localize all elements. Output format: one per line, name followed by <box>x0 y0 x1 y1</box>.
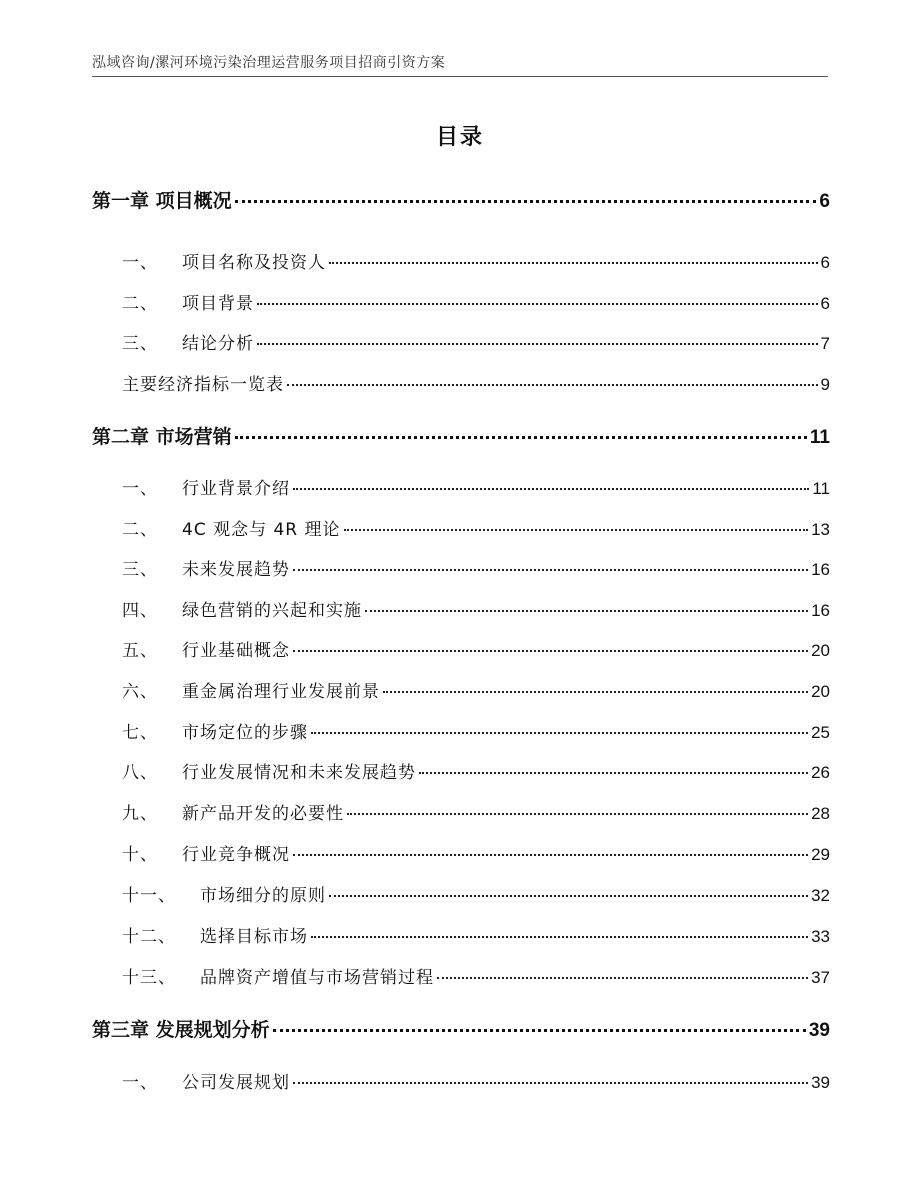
toc-entry-number: 十二、 <box>122 927 176 947</box>
toc-dot-leader <box>311 732 808 734</box>
toc-section-entry[interactable] <box>92 718 830 743</box>
toc-chapter-entry[interactable] <box>92 1015 830 1042</box>
toc-entry-label <box>122 515 341 540</box>
toc-entry-text: 公司发展规划 <box>182 1073 290 1093</box>
toc-page-number: 25 <box>811 723 830 742</box>
toc-section-entry[interactable] <box>92 963 830 988</box>
toc-page-number: 39 <box>808 1020 830 1041</box>
toc-dot-leader <box>437 977 808 979</box>
toc-page-number: 9 <box>820 375 830 394</box>
toc-entry-text: 未来发展趋势 <box>182 560 290 580</box>
toc-entry-number: 二、 <box>122 294 158 314</box>
toc-section-entry[interactable] <box>92 881 830 906</box>
toc-page-number: 29 <box>811 845 830 864</box>
toc-dot-leader <box>293 854 808 856</box>
toc-entry-label <box>122 636 290 661</box>
toc-entry-text: 新产品开发的必要性 <box>182 804 344 824</box>
toc-dot-leader <box>347 813 808 815</box>
toc-entry-number: 六、 <box>122 682 158 702</box>
toc-entry-label <box>122 922 308 947</box>
toc-entry-number: 三、 <box>122 560 158 580</box>
toc-entry-label: 第三章 发展规划分析 <box>92 1019 270 1041</box>
toc-section-entry[interactable] <box>92 289 830 314</box>
toc-section-entry[interactable] <box>92 677 830 702</box>
toc-section-entry[interactable] <box>92 248 830 273</box>
toc-entry-label <box>122 248 326 273</box>
toc-entry-number: 九、 <box>122 804 158 824</box>
toc-dot-leader <box>293 488 809 490</box>
toc-entry-text: 4C 观念与 4R 理论 <box>182 520 341 540</box>
toc-page-number: 28 <box>811 804 830 823</box>
toc-section-entry[interactable] <box>92 474 830 499</box>
toc-entry-label <box>122 799 344 824</box>
toc-section-entry[interactable] <box>92 596 830 621</box>
toc-dot-leader <box>235 436 807 439</box>
toc-entry-number: 五、 <box>122 641 158 661</box>
toc-entry-number: 八、 <box>122 763 158 783</box>
toc-entry-text: 绿色营销的兴起和实施 <box>182 601 362 621</box>
toc-entry-number: 三、 <box>122 334 158 354</box>
toc-entry-number: 十三、 <box>122 968 176 988</box>
toc-page-number: 11 <box>809 427 830 448</box>
toc-dot-leader <box>329 895 808 897</box>
toc-entry-text: 市场定位的步骤 <box>182 723 308 743</box>
toc-dot-leader <box>293 1082 808 1084</box>
toc-entry-label <box>122 881 326 906</box>
toc-entry-number: 四、 <box>122 601 158 621</box>
toc-entry-number: 十、 <box>122 845 158 865</box>
toc-dot-leader <box>383 691 808 693</box>
toc-page-number: 13 <box>811 520 830 539</box>
toc-dot-leader <box>235 200 817 203</box>
toc-page-number: 33 <box>811 927 830 946</box>
toc-entry-number: 十一、 <box>122 886 176 906</box>
toc-section-entry[interactable] <box>92 799 830 824</box>
toc-dot-leader <box>344 529 809 531</box>
toc-page-number: 20 <box>811 641 830 660</box>
toc-page-number: 37 <box>811 968 830 987</box>
toc-page-number: 20 <box>811 682 830 701</box>
toc-chapter-entry[interactable] <box>92 186 830 213</box>
toc-entry-label <box>122 329 254 354</box>
toc-page-number: 16 <box>811 560 830 579</box>
toc-entry-text: 主要经济指标一览表 <box>122 375 284 395</box>
toc-dot-leader <box>311 936 808 938</box>
toc-entry-text: 行业竞争概况 <box>182 845 290 865</box>
toc-dot-leader <box>365 610 808 612</box>
toc-entry-number: 一、 <box>122 479 158 499</box>
toc-entry-label <box>122 718 308 743</box>
toc-entry-text: 行业背景介绍 <box>182 479 290 499</box>
toc-entry-number: 七、 <box>122 723 158 743</box>
toc-entry-number: 二、 <box>122 520 158 540</box>
toc-entry-text: 行业基础概念 <box>182 641 290 661</box>
toc-entry-text: 结论分析 <box>182 334 254 354</box>
toc-entry-text: 项目名称及投资人 <box>182 253 326 273</box>
toc-dot-leader <box>329 262 818 264</box>
toc-entry-label: 第二章 市场营销 <box>92 426 232 448</box>
toc-entry-label <box>122 474 290 499</box>
toc-page-number: 6 <box>820 253 830 272</box>
table-of-contents <box>92 0 830 1191</box>
toc-dot-leader <box>257 303 818 305</box>
toc-dot-leader <box>287 384 818 386</box>
toc-section-entry[interactable] <box>92 555 830 580</box>
page-title: 目录 <box>435 125 484 150</box>
toc-entry-text: 选择目标市场 <box>200 927 308 947</box>
toc-entry-label <box>122 555 290 580</box>
toc-entry-label <box>122 1068 290 1093</box>
toc-entry-label <box>122 370 284 395</box>
toc-entry-label <box>122 963 434 988</box>
toc-entry-label <box>122 289 254 314</box>
toc-entry-text: 重金属治理行业发展前景 <box>182 682 380 702</box>
toc-section-entry[interactable] <box>92 636 830 661</box>
toc-section-entry[interactable] <box>92 1068 830 1093</box>
toc-section-entry[interactable] <box>92 922 830 947</box>
toc-section-entry[interactable] <box>92 840 830 865</box>
toc-entry-label <box>122 758 416 783</box>
toc-dot-leader <box>257 343 818 345</box>
toc-dot-leader <box>293 650 808 652</box>
toc-dot-leader <box>293 569 808 571</box>
toc-entry-label: 第一章 项目概况 <box>92 190 232 212</box>
toc-page-number: 6 <box>820 294 830 313</box>
toc-page-number: 39 <box>811 1073 830 1092</box>
toc-page-number: 16 <box>811 601 830 620</box>
toc-entry-text: 行业发展情况和未来发展趋势 <box>182 763 416 783</box>
toc-page-number: 26 <box>811 763 830 782</box>
toc-chapter-entry[interactable] <box>92 422 830 449</box>
toc-section-entry[interactable] <box>92 370 830 395</box>
toc-dot-leader <box>273 1029 806 1032</box>
toc-entry-label <box>122 677 380 702</box>
toc-entry-label <box>122 596 362 621</box>
toc-page-number: 11 <box>812 479 830 498</box>
toc-entry-label <box>122 840 290 865</box>
toc-page-number: 32 <box>811 886 830 905</box>
toc-entry-text: 项目背景 <box>182 294 254 314</box>
toc-page-number: 6 <box>819 191 830 212</box>
toc-section-entry[interactable] <box>92 515 830 540</box>
toc-entry-number: 一、 <box>122 253 158 273</box>
running-header: 泓域咨询/漯河环境污染治理运营服务项目招商引资方案 <box>92 55 446 71</box>
toc-dot-leader <box>419 772 808 774</box>
toc-entry-text: 品牌资产增值与市场营销过程 <box>200 968 434 988</box>
toc-section-entry[interactable] <box>92 758 830 783</box>
toc-entry-text: 市场细分的原则 <box>200 886 326 906</box>
toc-entry-number: 一、 <box>122 1073 158 1093</box>
toc-page-number: 7 <box>820 334 830 353</box>
toc-section-entry[interactable] <box>92 329 830 354</box>
